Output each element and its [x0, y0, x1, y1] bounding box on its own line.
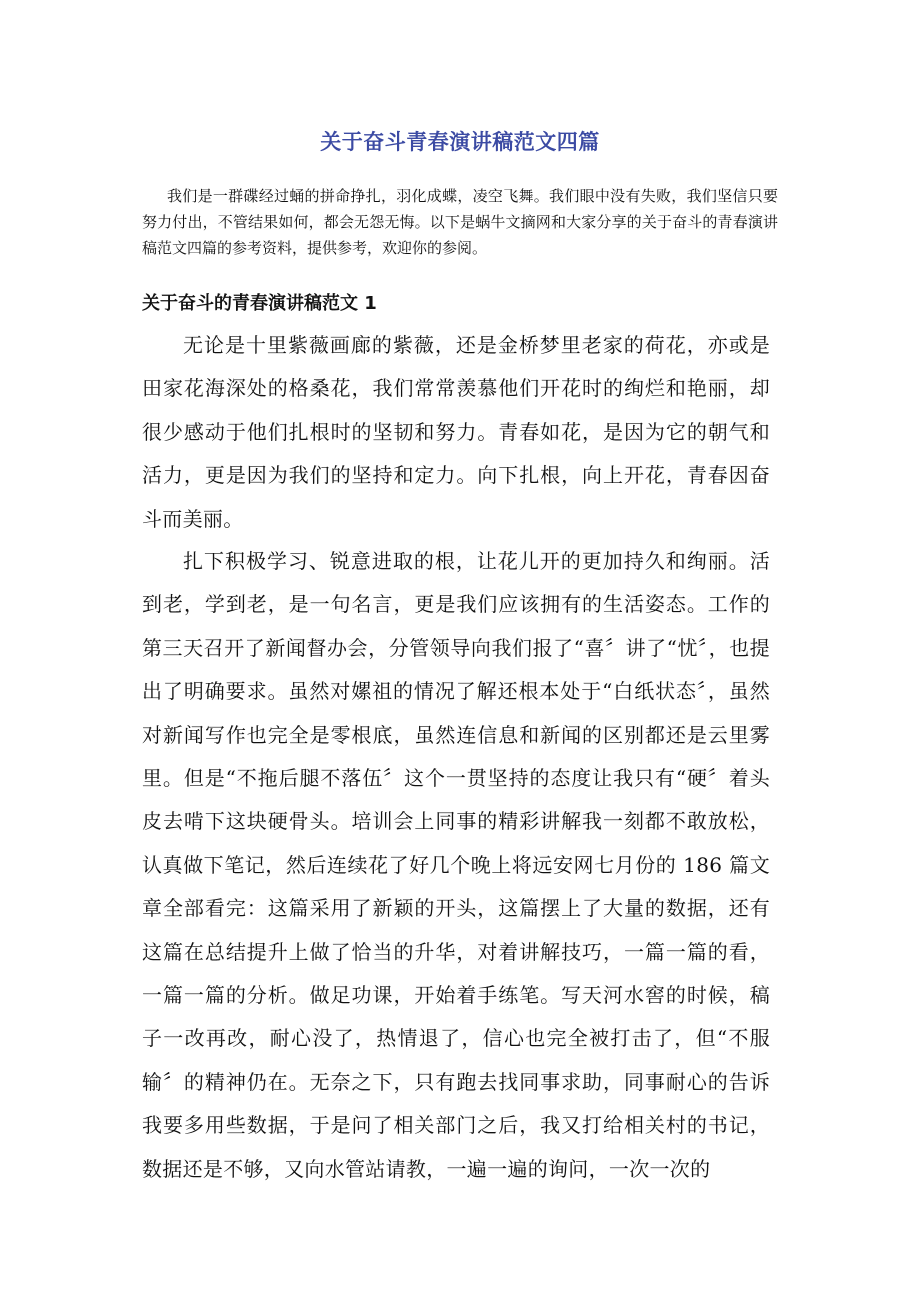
document-title: 关于奋斗青春演讲稿范文四篇: [320, 130, 600, 154]
body-paragraph: 扎下积极学习、锐意进取的根，让花儿开的更加持久和绚丽。活到老，学到老，是一句名言，更是我们应该拥有的生活姿态。工作的第三天召开了新闻督办会，分管领导向我们报了“喜〞讲了“忧〞，也提出了明确要求。虽然对嫘祖的情况了解还根本处于“白纸状态〞，虽然对新闻写作也完全是零根底，虽然连信息和新闻的区别都还是云里雾里。但是“不拖后腿不落伍〞这个一贯坚持的态度让我只有“硬〞着头皮去啃下这块硬骨头。培训会上同事的精彩讲解我一刻都不敢放松，认真做下笔记，然后连续花了好几个晚上将远安网七月份的 186 篇文章全部看完：这篇采用了新颖的开头，这篇摆上了大量的数据，还有这篇在总结提升上做了恰当的升华，对着讲解技巧，一篇一篇的看，一篇一篇的分析。做足功课，开始着手练笔。写天河水窖的时候，稿子一改再改，耐心没了，热情退了，信心也完全被打击了，但“不服输〞的精神仍在。无奈之下，只有跑去找同事求助，同事耐心的告诉我要多用些数据，于是问了相关部门之后，我又打给相关村的书记，数据还是不够，又向水管站请教，一遍一遍的询问，一次一次的: [142, 549, 770, 1181]
body-paragraph: 无论是十里紫薇画廊的紫薇，还是金桥梦里老家的荷花，亦或是田家花海深处的格桑花，我们常常羡慕他们开花时的绚烂和艳丽，却很少感动于他们扎根时的坚韧和努力。青春如花，是因为它的朝气和活力，更是因为我们的坚持和定力。向下扎根，向上开花，青春因奋斗而美丽。: [142, 333, 770, 531]
intro-paragraph: 我们是一群碟经过蛹的拼命挣扎，羽化成蝶，凌空飞舞。我们眼中没有失败，我们坚信只要努力付出，不管结果如何，都会无怨无悔。以下是蜗牛文摘网和大家分享的关于奋斗的青春演讲稿范文四篇的参考资料，提供参考，欢迎你的参阅。: [142, 187, 778, 257]
section-heading: 关于奋斗的青春演讲稿范文 1: [142, 293, 377, 314]
